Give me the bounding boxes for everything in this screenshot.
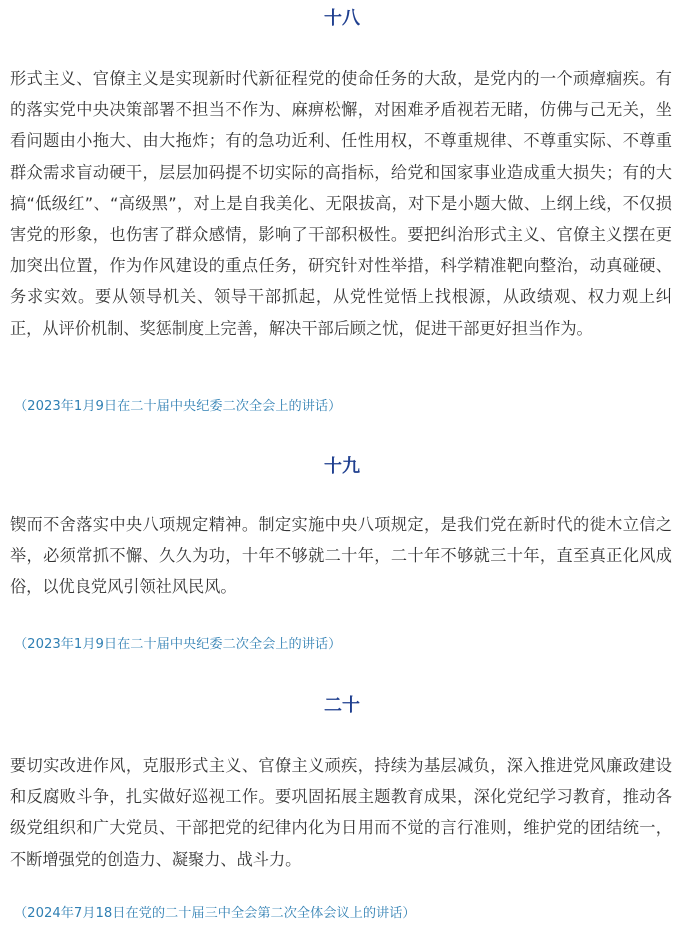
section-paragraph: 形式主义、官僚主义是实现新时代新征程党的使命任务的大敌，是党内的一个顽瘴痼疾。有的落实党中央决策部署不担当不作为、麻痹松懈，对困难矛盾视若无睹，仿佛与己无关，坐看问题由小拖大、由大拖炸；有的急功近利、任性用权，不尊重规律、不尊重实际、不尊重群众需求盲动硬干，层层加码提不切实际的高指标，给党和国家事业造成重大损失；有的大搞“低级红”、“高级黑”，对上是自我美化、无限拔高，对下是小题大做、上纲上线，不仅损害党的形象，也伤害了群众感情，影响了干部积极性。要把纠治形式主义、官僚主义摆在更加突出位置，作为作风建设的重点任务，研究针对性举措，科学精准靶向整治，动真碰硬、务求实效。要从领导机关、领导干部抓起，从党性觉悟上找根源，从政绩观、权力观上纠正，从评价机制、奖惩制度上完善，解决干部后顾之忧，促进干部更好担当作为。 <box>10 69 672 338</box>
section-paragraph: 锲而不舍落实中央八项规定精神。制定实施中央八项规定，是我们党在新时代的徙木立信之举，必须常抓不懈、久久为功，十年不够就二十年，二十年不够就三十年，直至真正化风成俗，以优良党风引领社风民风。 <box>10 515 672 597</box>
section-source: （2023年1月9日在二十届中央纪委二次全会上的讲话） <box>14 399 342 414</box>
section-source: （2023年1月9日在二十届中央纪委二次全会上的讲话） <box>14 637 342 652</box>
section-heading: 二十 <box>324 695 360 716</box>
section-heading: 十九 <box>324 456 360 477</box>
section-source: （2024年7月18日在党的二十届三中全会第二次全体会议上的讲话） <box>14 906 416 921</box>
section-heading: 十八 <box>324 8 360 29</box>
section-paragraph: 要切实改进作风，克服形式主义、官僚主义顽疾，持续为基层减负，深入推进党风廉政建设和反腐败斗争，扎实做好巡视工作。要巩固拓展主题教育成果，深化党纪学习教育，推动各级党组织和广大党员、干部把党的纪律内化为日用而不觉的言行准则，维护党的团结统一，不断增强党的创造力、凝聚力、战斗力。 <box>10 756 672 869</box>
